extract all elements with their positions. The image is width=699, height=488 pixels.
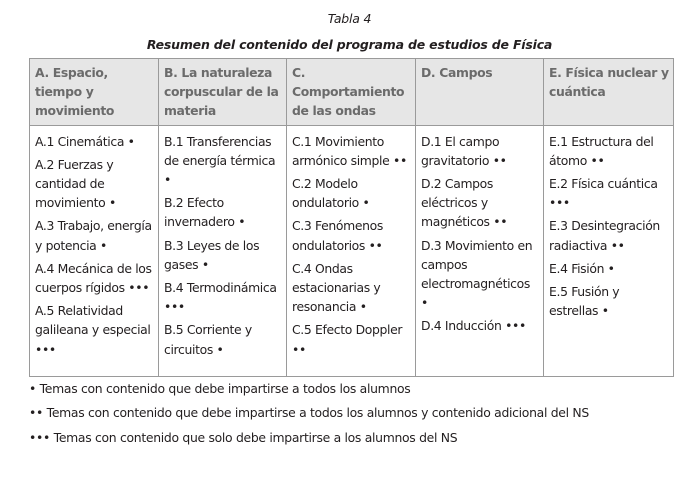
column-header-b: B. La naturaleza corpuscular de la materia (159, 59, 287, 126)
topic-item: C.5 Efecto Doppler •• (292, 322, 403, 357)
topic-item: B.4 Termodinámica ••• (164, 280, 277, 315)
topic-item: A.1 Cinemática • (35, 133, 135, 149)
table-header-row (30, 59, 674, 126)
topic-item: A.2 Fuerzas y cantidad de movimiento • (35, 156, 116, 211)
topic-item: A.4 Mecánica de los cuerpos rígidos ••• (35, 260, 152, 296)
topic-item: C.2 Modelo ondulatorio • (292, 176, 370, 211)
topic-item: C.1 Movimiento armónico simple •• (292, 133, 407, 168)
legend-line-hl-only: ••• Temas con contenido que solo debe impartirse a los alumnos del NS (29, 430, 458, 445)
legend-line-all-students: • Temas con contenido que debe impartirse a todos los alumnos (29, 381, 411, 396)
topic-item: B.3 Leyes de los gases • (164, 237, 260, 272)
column-header-c: C. Comportamiento de las ondas (287, 59, 416, 126)
topic-item: B.2 Efecto invernadero • (164, 195, 246, 230)
topic-item: D.1 El campo gravitatorio •• (421, 133, 507, 168)
column-cell-b (159, 125, 287, 376)
table-row (30, 125, 674, 376)
syllabus-summary-table (29, 58, 674, 377)
topic-item: D.3 Movimiento en campos electromagnéticos • (421, 237, 533, 311)
topic-item: E.2 Física cuántica ••• (549, 176, 658, 211)
column-cell-a (30, 125, 159, 376)
column-header-e: E. Física nuclear y cuántica (544, 59, 674, 126)
topic-item: D.4 Inducción ••• (421, 318, 526, 334)
topic-item: B.5 Corriente y circuitos • (164, 322, 252, 357)
topic-item: B.1 Transferencias de energía térmica • (164, 133, 276, 188)
topic-item: D.2 Campos eléctricos y magnéticos •• (421, 176, 508, 230)
column-cell-c (287, 125, 416, 376)
table-caption-label: Tabla 4 (327, 11, 372, 26)
topic-item: E.4 Fisión • (549, 260, 615, 276)
topic-item: E.5 Fusión y estrellas • (549, 284, 620, 319)
topic-item: E.3 Desintegración radiactiva •• (549, 218, 660, 253)
topic-item: A.3 Trabajo, energía y potencia • (35, 218, 152, 253)
topic-item: C.3 Fenómenos ondulatorios •• (292, 218, 383, 253)
table-caption-title: Resumen del contenido del programa de estudios de Física (146, 37, 553, 52)
topic-item: C.4 Ondas estacionarias y resonancia • (292, 260, 381, 315)
topic-item: A.5 Relatividad galileana y especial ••• (35, 303, 151, 357)
column-cell-d (416, 125, 544, 376)
legend-line-additional-hl: •• Temas con contenido que debe impartirse a todos los alumnos y contenido adicional del NS (29, 405, 589, 420)
column-header-a: A. Espacio, tiempo y movimiento (30, 59, 159, 126)
topic-item: E.1 Estructura del átomo •• (549, 133, 654, 168)
column-header-d: D. Campos (416, 59, 544, 126)
column-cell-e (544, 125, 674, 376)
